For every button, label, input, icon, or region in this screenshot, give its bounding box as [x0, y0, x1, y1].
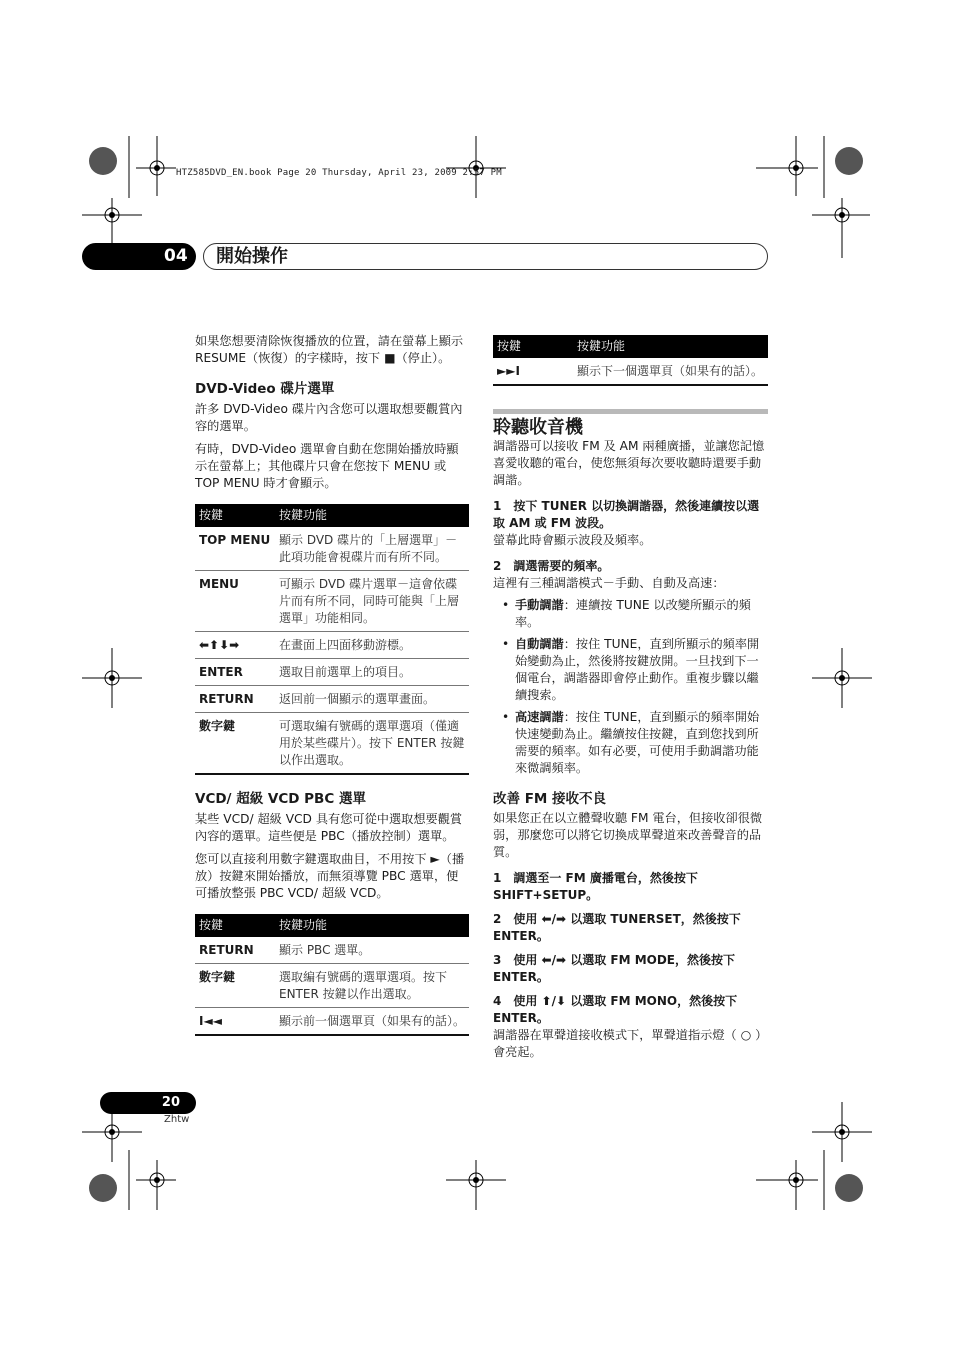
table-row — [195, 713, 469, 775]
step-2-desc: 這裡有三種調諧模式－手動、自動及高速： — [493, 576, 725, 590]
table-header-key: 按鍵 — [493, 335, 573, 358]
radio-paragraph: 調諧器可以接收 FM 及 AM 兩種廣播，並讓您記憶喜愛收聽的電台，使您無須每次要收聽時還要手動調諧。 — [493, 439, 765, 487]
page-number: 20 — [100, 1092, 196, 1114]
desc-cell: 選取編有號碼的選單選項。按下 ENTER 按鍵以作出選取。 — [275, 964, 469, 1008]
bullet-label: 自動調諧 — [515, 637, 564, 651]
key-cell: MENU — [195, 571, 275, 632]
radio-heading: 聆聽收音機 — [493, 417, 583, 438]
bullet-text: ：按住 TUNE，直到顯示的頻率開始快速變動為止。繼續按住按鍵，直到您找到所需要的頻率。如有必要，可使用手動調諧功能來微調頻率。 — [515, 710, 760, 775]
vcd-key-table — [195, 914, 469, 1036]
chapter-number: 04 — [82, 243, 196, 270]
dvd-paragraph-1: 許多 DVD-Video 碟片內含您可以選取想要觀賞內容的選單。 — [195, 402, 463, 433]
fm-step-2: 2 使用 ⬅/➡ 以選取 TUNERSET，然後按下 ENTER。 — [493, 912, 741, 943]
table-row — [195, 686, 469, 713]
bullet-text: ：按住 TUNE，直到所顯示的頻率開始變動為止，然後將按鍵放開。一旦找到下一個電台，調諧器即會停止動作。重複步驟以繼續搜索。 — [515, 637, 760, 702]
table-row — [195, 964, 469, 1008]
language-code: Zhtw — [164, 1114, 190, 1125]
key-cell: TOP MENU — [195, 527, 275, 571]
key-cell: RETURN — [195, 686, 275, 713]
arrow-keys-icon: ⬅⬆⬇➡ — [195, 632, 275, 659]
desc-cell: 在畫面上四面移動游標。 — [275, 632, 469, 659]
next-icon: ►►I — [493, 358, 573, 385]
bullet-auto — [493, 636, 768, 704]
table-header-function: 按鍵功能 — [275, 914, 469, 937]
dvd-key-table — [195, 504, 469, 775]
table-row — [195, 937, 469, 964]
table-header-key: 按鍵 — [195, 504, 275, 527]
file-header: HTZ585DVD_EN.book Page 20 Thursday, April 23, 2009 2:57 PM — [176, 168, 502, 178]
step-2: 2 調選需要的頻率。 — [493, 559, 610, 573]
key-cell: ENTER — [195, 659, 275, 686]
dvd-heading: DVD-Video 碟片選單 — [195, 381, 335, 397]
radio-section — [493, 419, 768, 1061]
bullet-label: 手動調諧 — [515, 598, 564, 612]
dvd-paragraph-2: 有時，DVD-Video 選單會自動在您開始播放時顯示在螢幕上；其他碟片只會在您按下 MENU 或 TOP MENU 時才會顯示。 — [195, 442, 459, 490]
table-row — [195, 527, 469, 571]
table-header-function: 按鍵功能 — [275, 504, 469, 527]
bullet-text: ：連續按 TUNE 以改變所顯示的頻率。 — [515, 598, 751, 629]
right-column — [493, 335, 768, 386]
desc-cell: 顯示 DVD 碟片的「上層選單」－ 此項功能會視碟片而有所不同。 — [275, 527, 469, 571]
intro-text: 如果您想要清除恢復播放的位置，請在螢幕上顯示 RESUME（恢復）的字樣時，按下 ■（停止）。 — [195, 334, 464, 365]
desc-cell: 顯示前一個選單頁（如果有的話）。 — [275, 1008, 469, 1036]
key-cell: 數字鍵 — [195, 964, 275, 1008]
desc-cell: 顯示 PBC 選單。 — [275, 937, 469, 964]
desc-cell: 可顯示 DVD 碟片選單－這會依碟片而有所不同，同時可能與「上層選單」功能相同。 — [275, 571, 469, 632]
chapter-title: 開始操作 — [203, 243, 768, 270]
bullet-label: 高速調諧 — [515, 710, 564, 724]
fm-step-3: 3 使用 ⬅/➡ 以選取 FM MODE，然後按下 ENTER。 — [493, 953, 735, 984]
table-row — [195, 632, 469, 659]
desc-cell: 返回前一個顯示的選單畫面。 — [275, 686, 469, 713]
previous-icon: I◄◄ — [195, 1008, 275, 1036]
vcd-paragraph-2: 您可以直接利用數字鍵選取曲目，不用按下 ►（播放）按鍵來開始播放，而無須導覽 PBC 選單，便可播放整張 PBC VCD/ 超級 VCD。 — [195, 852, 465, 900]
step-1: 1 按下 TUNER 以切換調諧器，然後連續按以選取 AM 或 FM 波段。 — [493, 499, 760, 530]
fm-step-4: 4 使用 ⬆/⬇ 以選取 FM MONO，然後按下 ENTER。 — [493, 994, 738, 1025]
table-row — [493, 358, 768, 385]
table-header-key: 按鍵 — [195, 914, 275, 937]
table-header-function: 按鍵功能 — [573, 335, 768, 358]
table-row — [195, 571, 469, 632]
fm-paragraph: 如果您正在以立體聲收聽 FM 電台，但接收卻很微弱，那麼您可以將它切換成單聲道來改善聲音的品質。 — [493, 811, 763, 859]
desc-cell: 可選取編有號碼的選單選項（僅適用於某些碟片）。按下 ENTER 按鍵以作出選取。 — [275, 713, 469, 775]
bullet-manual — [493, 597, 768, 631]
desc-cell: 選取目前選單上的項目。 — [275, 659, 469, 686]
vcd-paragraph-1: 某些 VCD/ 超級 VCD 具有您可從中選取想要觀賞內容的選單。這些便是 PBC（播放控制）選單。 — [195, 812, 463, 843]
table-row — [195, 1008, 469, 1036]
left-column — [195, 333, 469, 1036]
desc-cell: 顯示下一個選單頁（如果有的話）。 — [573, 358, 768, 385]
step-1-desc: 螢幕此時會顯示波段及頻率。 — [493, 533, 652, 547]
fm-heading: 改善 FM 接收不良 — [493, 791, 607, 807]
key-cell: 數字鍵 — [195, 713, 275, 775]
fm-final-text: 調諧器在單聲道接收模式下，單聲道指示燈（ ○ ）會亮起。 — [493, 1028, 768, 1059]
next-key-table — [493, 335, 768, 386]
key-cell: RETURN — [195, 937, 275, 964]
table-row — [195, 659, 469, 686]
vcd-heading: VCD/ 超級 VCD PBC 選單 — [195, 791, 366, 807]
section-divider — [493, 409, 768, 414]
fm-step-1: 1 調選至一 FM 廣播電台，然後按下 SHIFT+SETUP。 — [493, 871, 698, 902]
bullet-fast — [493, 709, 768, 777]
